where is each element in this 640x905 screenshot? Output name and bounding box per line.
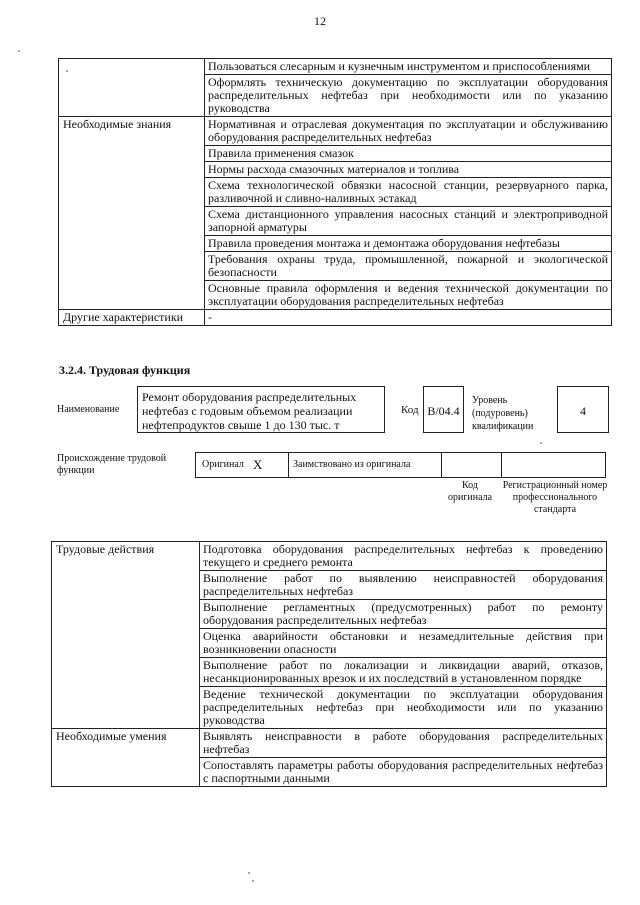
borrowed-cell [288,453,442,477]
actions-table [51,541,607,787]
row-text: Пользоваться слесарным и кузнечным инструментом и приспособлениями [205,59,612,75]
row-text: Правила применения смазок [205,146,612,162]
borrowed-label: Заимствовано из оригинала [293,459,411,470]
page-number: 12 [314,14,326,28]
row-text: Нормативная и отраслевая документация по эксплуатации и обслуживанию оборудования распределительных нефтебаз [205,117,612,146]
row-text: Нормы расхода смазочных материалов и топлива [205,162,612,178]
original-label: Оригинал [202,459,244,470]
level-label: Уровень (подуровень) квалификации [472,395,534,432]
table-row [59,59,612,75]
function-name-box: Ремонт оборудования распределительных нефтебаз с годовым объемом реализации нефтепродуктов свыше 1 до 130 тыс. т [137,386,385,433]
origin-table [195,452,606,478]
original-cell [196,453,289,477]
row-text: Ведение технической документации по эксплуатации оборудования распределительных нефтебаз при необходимости или по указанию руководства [200,687,607,729]
level-box: 4 [557,386,609,433]
row-text: Сопоставлять параметры работы оборудования распределительных нефтебаз с паспортными данными [200,758,607,787]
reg-number-cell [501,453,605,477]
table-row [59,310,612,326]
row-text: Требования охраны труда, промышленной, пожарной и экологической безопасности [205,252,612,281]
code-origin-caption: Код оригинала [447,480,493,503]
row-text: Подготовка оборудования распределительных нефтебаз к проведению текущего и среднего ремонта [200,542,607,571]
row-text: Схема дистанционного управления насосных станций и электроприводной запорной арматуры [205,207,612,236]
name-label: Наименование [57,404,120,415]
knowledge-table [58,58,612,326]
row-text: Оценка аварийности обстановки и незамедлительные действия при возникновении опасности [200,629,607,658]
row-text: Оформлять техническую документацию по эксплуатации оборудования распределительных нефтебаз при необходимости или по указанию руководства [205,75,612,117]
code-label: Код [401,404,419,416]
table-row [59,117,612,146]
row-text: - [205,310,612,326]
reg-number-caption: Регистрационный номер профессионального стандарта [502,480,608,515]
row-label: Трудовые действия [52,542,200,729]
code-box: B/04.4 [423,386,464,433]
row-text: Схема технологической обвязки насосной станции, резервуарного парка, разливочной и сливно-наливных эстакад [205,178,612,207]
row-text: Выполнение регламентных (предусмотренных) работ по ремонту оборудования распределительных нефтебаз [200,600,607,629]
row-label: Необходимые знания [59,117,205,310]
row-text: Основные правила оформления и ведения технической документации по эксплуатации оборудования распределительных нефтебаз [205,281,612,310]
table-row [52,542,607,571]
row-label: Необходимые умения [52,729,200,787]
code-origin-cell [441,453,502,477]
row-text: Правила проведения монтажа и демонтажа оборудования нефтебазы [205,236,612,252]
section-title: 3.2.4. Трудовая функция [59,363,191,377]
row-text: Выявлять неисправности в работе оборудования распределительных нефтебаз [200,729,607,758]
row-text: Выполнение работ по локализации и ликвидации аварий, отказов, несанкционированных врезок и их последствий в установленном порядке [200,658,607,687]
original-mark: X [253,457,263,472]
row-label: Другие характеристики [59,310,205,326]
table-row [52,729,607,758]
origin-label: Происхождение трудовой функции [57,453,167,476]
row-label [59,59,205,117]
row-text: Выполнение работ по выявлению неисправностей оборудования распределительных нефтебаз [200,571,607,600]
